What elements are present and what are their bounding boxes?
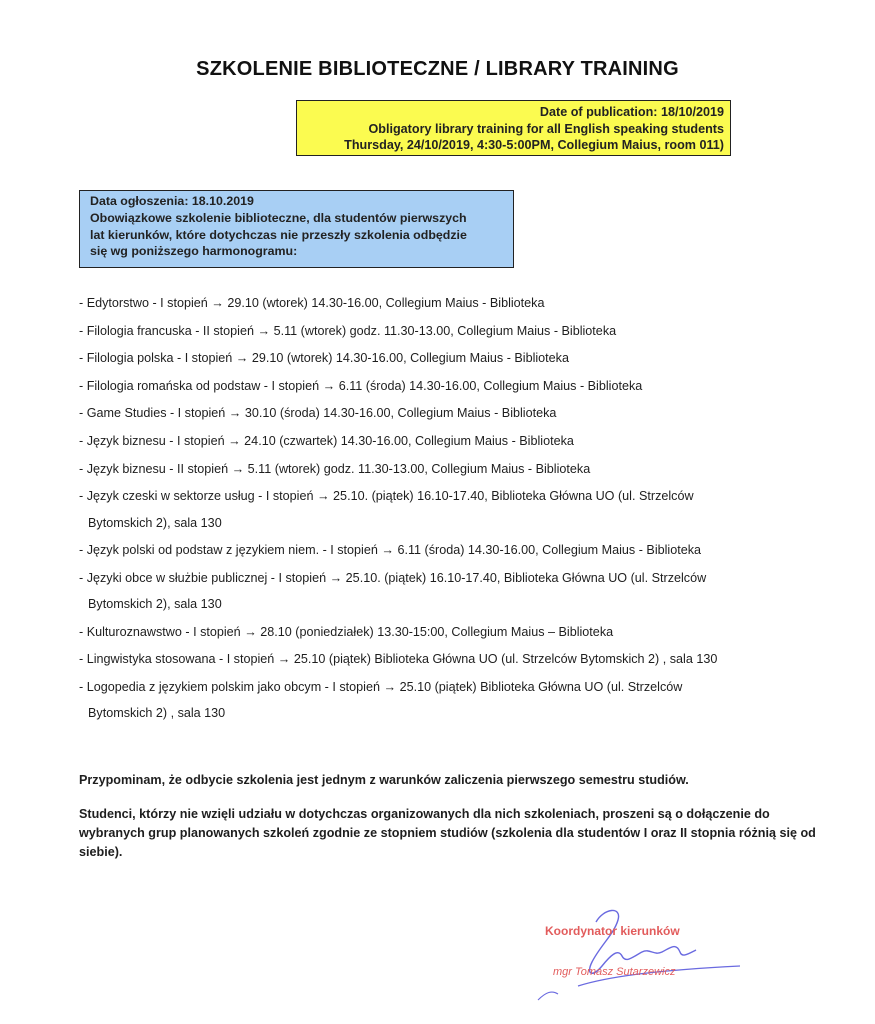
list-item [79,405,839,421]
reminder-paragraph: Przypominam, że odbycie szkolenia jest jednym z warunków zaliczenia pierwszego semestru studiów. [79,773,689,787]
polish-notice-box [79,190,514,268]
signature-role: Koordynator kierunków [545,924,680,938]
schedule-entry: - Filologia romańska od podstaw - I stopień → 6.11 (środa) 14.30-16.00, Collegium Maius - Biblioteka [79,378,643,393]
schedule-entry: - Game Studies - I stopień → 30.10 (środa) 14.30-16.00, Collegium Maius - Biblioteka [79,406,557,421]
signature-scribble [530,900,760,1010]
schedule-entry: - Język czeski w sektorze usług - I stopień → 25.10. (piątek) 16.10-17.40, Biblioteka Główna UO (ul. Strzelców [79,489,694,504]
english-notice-line: Date of publication: 18/10/2019 [539,105,724,119]
list-item [79,350,839,366]
list-item [79,651,839,667]
polish-notice-line: lat kierunków, które dotychczas nie przeszły szkolenia odbędzie [90,227,467,242]
page-title: SZKOLENIE BIBLIOTECZNE / LIBRARY TRAINING [196,58,679,80]
schedule-entry: - Język biznesu - II stopień → 5.11 (wtorek) godz. 11.30-13.00, Collegium Maius - Biblioteka [79,461,591,476]
english-notice-line: Thursday, 24/10/2019, 4:30-5:00PM, Collegium Maius, room 011) [344,138,724,152]
list-item [79,679,839,721]
list-item [79,624,839,640]
list-item [79,542,839,558]
polish-notice-line: Data ogłoszenia: 18.10.2019 [90,194,254,208]
schedule-entry: - Edytorstwo - I stopień → 29.10 (wtorek) 14.30-16.00, Collegium Maius - Biblioteka [79,296,545,310]
schedule-entry: - Język biznesu - I stopień → 24.10 (czwartek) 14.30-16.00, Collegium Maius - Biblioteka [79,433,574,448]
list-item [79,323,839,339]
list-item [79,488,839,530]
schedule-entry: - Język polski od podstaw z językiem niem. - I stopień → 6.11 (środa) 14.30-16.00, Collegium Maius - Biblioteka [79,543,702,558]
list-item [79,461,839,477]
list-item [79,378,839,394]
schedule-entry: - Kulturoznawstwo - I stopień → 28.10 (poniedziałek) 13.30-15:00, Collegium Maius – Biblioteka [79,624,614,639]
schedule-entry-continuation: Bytomskich 2), sala 130 [88,515,222,530]
list-item [79,295,839,311]
schedule-list [79,295,839,733]
schedule-entry: - Filologia francuska - II stopień → 5.11 (wtorek) godz. 11.30-13.00, Collegium Maius - Biblioteka [79,323,617,338]
english-notice-box [296,100,731,156]
schedule-entry: - Języki obce w służbie publicznej - I stopień → 25.10. (piątek) 16.10-17.40, Biblioteka Główna UO (ul. Strzelców [79,570,707,585]
schedule-entry: - Logopedia z językiem polskim jako obcym - I stopień → 25.10 (piątek) Biblioteka Główna UO (ul. Strzelców [79,679,683,694]
list-item [79,570,839,612]
polish-notice-line: się wg poniższego harmonogramu: [90,244,298,259]
signature-name: mgr Tomasz Sutarzewicz [553,966,676,978]
list-item [79,433,839,449]
schedule-entry-continuation: Bytomskich 2) , sala 130 [88,706,226,721]
schedule-entry: - Filologia polska - I stopień → 29.10 (wtorek) 14.30-16.00, Collegium Maius - Biblioteka [79,351,569,366]
english-notice-line: Obligatory library training for all English speaking students [368,121,724,136]
schedule-entry-continuation: Bytomskich 2), sala 130 [88,597,222,612]
polish-notice-line: Obowiązkowe szkolenie biblioteczne, dla studentów pierwszych [90,210,467,225]
students-note-paragraph: Studenci, którzy nie wzięli udziału w dotychczas organizowanych dla nich szkoleniach, proszeni są o dołączenie do wybranych grup planowanych szkoleń zgodnie ze stopniem studiów (szkolenia dla studentów I oraz II stopnia różnią się od siebie). [79,807,816,859]
schedule-entry: - Lingwistyka stosowana - I stopień → 25.10 (piątek) Biblioteka Główna UO (ul. Strzelców Bytomskich 2) , sala 130 [79,652,718,667]
